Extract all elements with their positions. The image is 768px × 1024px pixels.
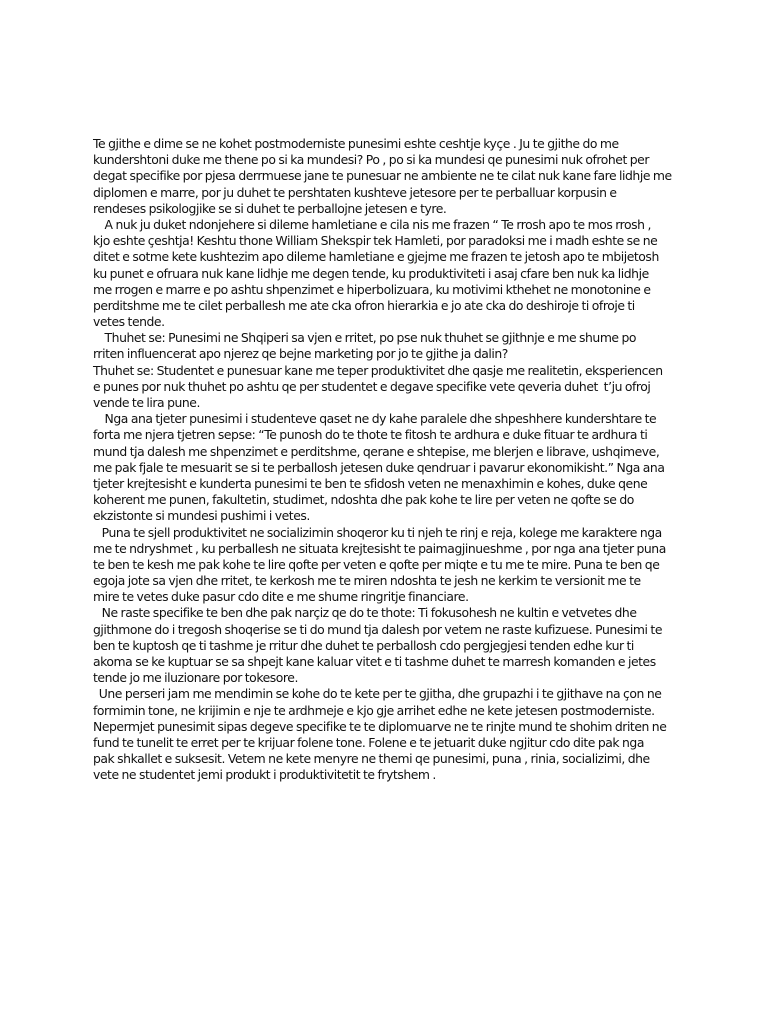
essay-body [93,136,679,784]
text-line: diplomen e marre, por ju duhet te pershtaten kushteve jetesore per te perballuar korpusin e [93,184,617,200]
text-line: A nuk ju duket ndonjehere si dileme hamletiane e cila nis me frazen “ Te rrosh apo te mos rrosh , [93,216,651,232]
text-line: egoja jote sa vjen dhe rritet, te kerkosh me te miren ndoshta te jesh ne kerkim te versionit me te [93,573,641,589]
text-line: vete ne studentet jemi produkt i produktivitetit te frytshem . [93,767,436,783]
text-line: koherent me punen, fakultetin, studimet, ndoshta dhe pak kohe te lire per veten ne qofte se do [93,492,634,508]
text-line: akoma se ke kuptuar se sa shpejt kane kaluar vitet e ti tashme duhet te marresh komanden e jetes [93,654,656,669]
text-line: ekzistonte si mundesi pushimi i vetes. [93,508,310,524]
text-line: Ne raste specifike te ben dhe pak narçiz qe do te thote: Ti fokusohesh ne kultin e vetvetes dhe [93,605,637,621]
text-line: ku punet e ofruara nuk kane lidhje me degen tende, ku produktiviteti i asaj cfare ben nuk ka lidhje [93,265,649,281]
text-line: tende jo me iluzionare por tokesore. [93,670,298,686]
text-line: Puna te sjell produktivitet ne socializimin shoqeror ku ti njeh te rinj e reja, kolege me karaktere nga [93,524,662,540]
text-line: Nga ana tjeter punesimi i studenteve qaset ne dy kahe paralele dhe shpeshhere kundershtare te [93,411,657,427]
text-line: mund tja dalesh me shpenzimet e perditshme, qerane e shtepise, me blerjen e librave, ushqimeve, [93,443,660,459]
text-line: me pak fjale te mesuarit se si te perballosh jetesen duke qendruar i pavarur ekonomikisht.” Nga ana [93,459,665,475]
text-line: Une perseri jam me mendimin se kohe do te kete per te gjitha, dhe grupazhi i te gjithave na çon ne [93,686,662,702]
text-line: forta me njera tjetren sepse: “Te punosh do te thote te fitosh te ardhura e duke fituar te ardhura ti [93,427,648,443]
text-line: rriten influencerat apo njerez qe bejne marketing por jo te gjithe ja dalin? [93,346,508,362]
text-line: gjithmone do i tregosh shoqerise se ti do mund tja dalesh por vetem ne raste kufizuese. Punesimi te [93,621,662,637]
text-line: kundershtoni duke me thene po si ka mundesi? Po , po si ka mundesi qe punesimi nuk ofrohet per [93,152,649,168]
text-line: pak shkallet e suksesit. Vetem ne kete menyre ne themi qe punesimi, puna , rinia, socializimi, dhe [93,751,650,767]
text-line: e punes por nuk thuhet po ashtu qe per studentet e degave specifike vete qeveria duhet t’ju ofroj [93,378,651,394]
text-line: fund te tunelit te erret per te krijuar folene tone. Folene e te jetuarit duke ngjitur cdo dite pak nga [93,734,644,750]
text-line: me rrogen e marre e po ashtu shpenzimet e hiperbolizuara, ku motivimi kthehet ne monotonine e [93,281,651,297]
text-line: vetes tende. [93,314,165,330]
text-line: me te ndryshmet , ku perballesh ne situata krejtesisht te paimagjinueshme , por nga ana tjeter puna [93,540,666,556]
text-line: Nepermjet punesimit sipas degeve specifike te te diplomuarve ne te rinjte mund te shohim driten ne [93,718,667,734]
text-line: tjeter krejtesisht e kunderta punesimi te ben te sfidosh veten ne menaxhimin e kohes, duke qene [93,475,648,491]
text-line: degat specifike por pjesa derrmuese jane te punesuar ne ambiente ne te cilat nuk kane fare lidhje me [93,168,672,184]
text-line: Thuhet se: Studentet e punesuar kane me teper produktivitet dhe qasje me realitetin, eksperiencen [93,362,663,378]
text-line: kjo eshte çeshtja! Keshtu thone William Shekspir tek Hamleti, por paradoksi me i madh eshte se ne [93,233,658,249]
text-line: rendeses psikologjike se si duhet te perballojne jetesen e tyre. [93,200,447,216]
text-line: ditet e sotme kete kushtezim apo dileme hamletiane e gjejme me frazen te jetosh apo te mbijetosh [93,249,659,265]
text-line: ben te kuptosh qe ti tashme je rritur dhe duhet te perballosh cdo pergjegjesi tenden edhe kur ti [93,637,634,653]
text-line: perditshme me te cilet perballesh me ate cka ofron hierarkia e jo ate cka do deshiroje ti ofroje ti [93,297,635,313]
text-line: Thuhet se: Punesimi ne Shqiperi sa vjen e rritet, po pse nuk thuhet se gjithnje e me shume po [93,330,637,346]
text-line: vende te lira pune. [93,395,200,410]
text-line: te ben te kesh me pak kohe te lire qofte per veten e qofte per miqte e tu me te mire. Puna te ben qe [93,556,660,572]
text-line: Te gjithe e dime se ne kohet postmoderniste punesimi eshte ceshtje kyçe . Ju te gjithe do me [93,136,619,151]
text-line: mire te vetes duke pasur cdo dite e me shume ringritje financiare. [93,589,469,605]
text-line: formimin tone, ne krijimin e nje te ardhmeje e kjo gje arrihet edhe ne kete jetesen postmoderniste. [93,702,655,718]
